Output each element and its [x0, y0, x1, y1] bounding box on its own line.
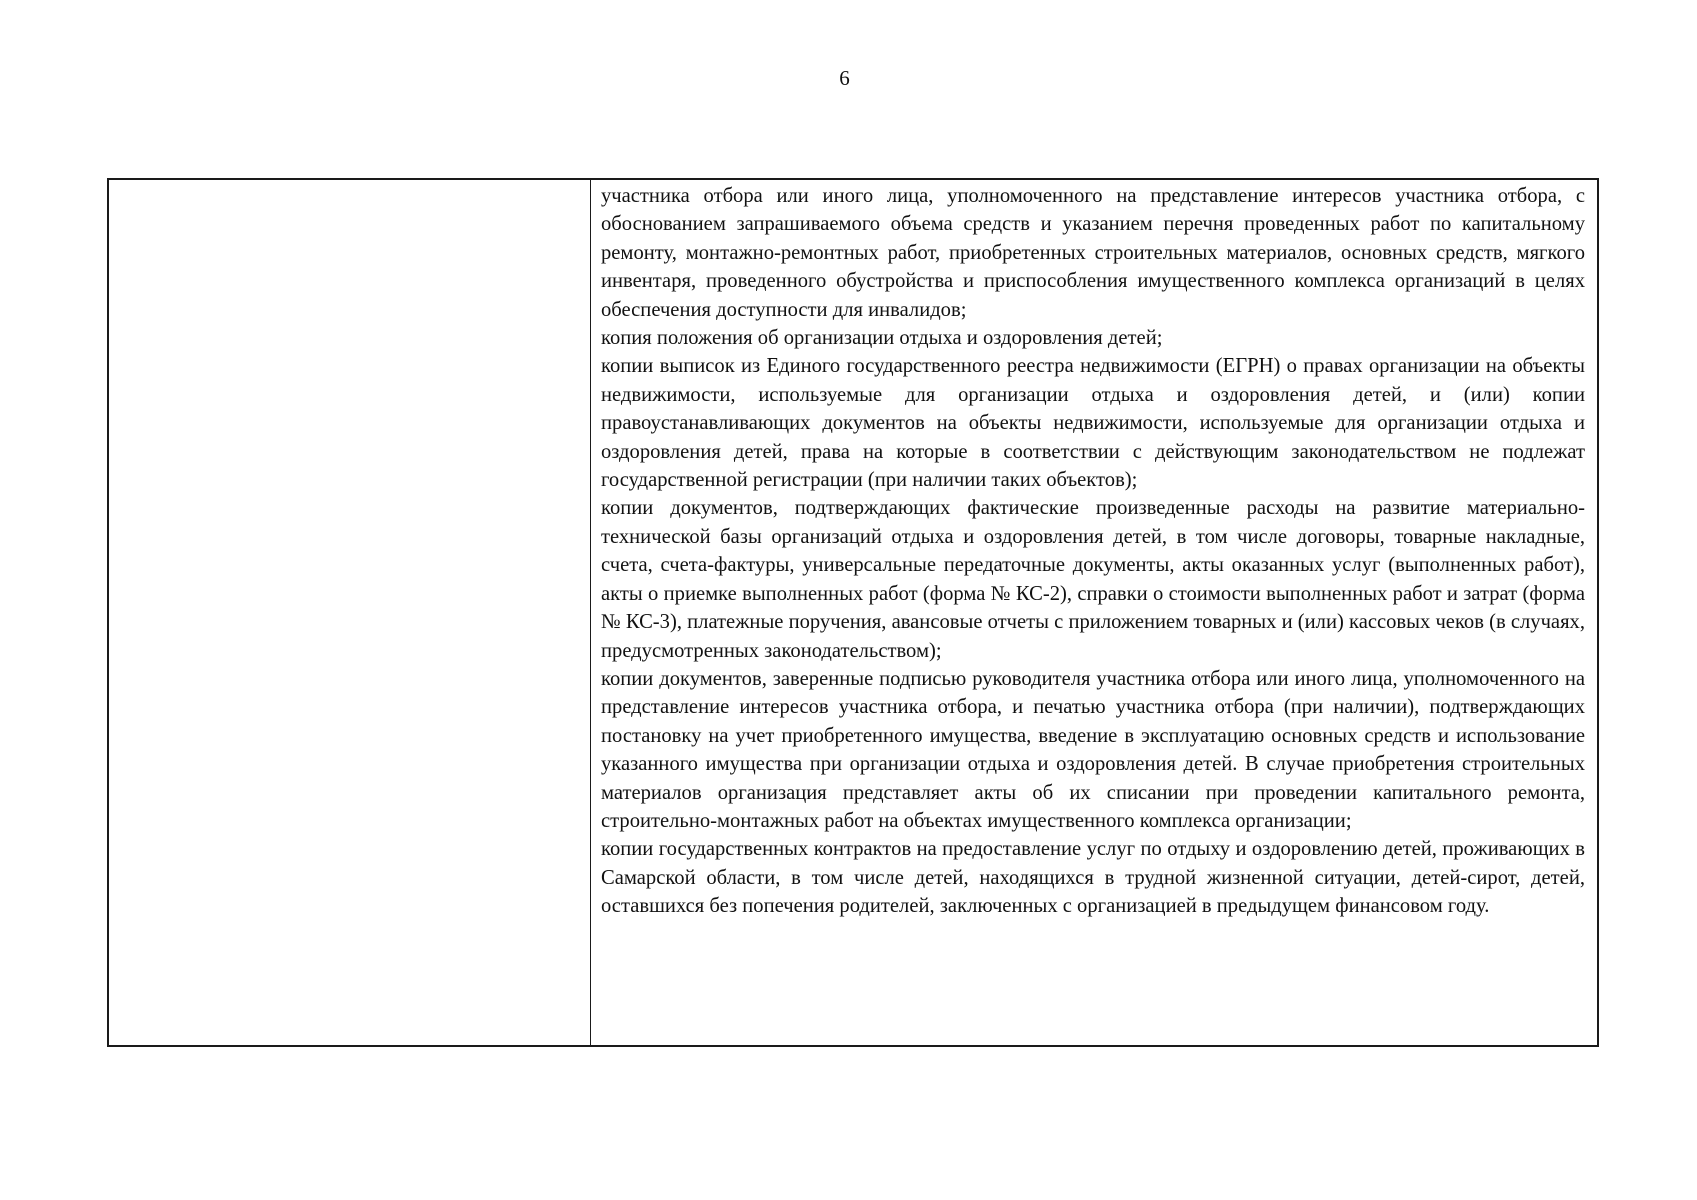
paragraph-egrn-extracts: копии выписок из Единого государственного реестра недвижимости (ЕГРН) о правах организации на объекты недвижимости, используемые для организации отдыха и оздоровления детей, и (или) копии правоустанавливающих документов на объекты недвижимости, используемые для организации отдыха и оздоровления детей, права на которые в соответствии с действующим законодательством не подлежат государственной регистрации (при наличии таких объектов);: [601, 355, 1585, 492]
document-table: [107, 178, 1599, 1047]
paragraph-application-justification: участника отбора или иного лица, уполномоченного на представление интересов участника отбора, с обоснованием запрашиваемого объема средств и указанием перечня проведенных работ по капитальному ремонту, монтажно-ремонтных работ, приобретенных строительных материалов, основных средств, мягкого инвентаря, проведенного обустройства и приспособления имущественного комплекса организаций в целях обеспечения доступности для инвалидов;: [601, 185, 1585, 321]
paragraph-regulation-copy: копия положения об организации отдыха и оздоровления детей;: [601, 327, 1163, 350]
table-cell-left: [109, 180, 591, 1045]
page-number: 6: [839, 66, 850, 90]
paragraph-state-contracts: копии государственных контрактов на предоставление услуг по отдыху и оздоровлению детей, проживающих в Самарской области, в том числе детей, находящихся в трудной жизненной ситуации, детей-сирот, детей, оставшихся без попечения родителей, заключенных с организацией в предыдущем финансовом году.: [601, 838, 1585, 918]
table-cell-right: [591, 180, 1597, 1045]
paragraph-property-registration: копии документов, заверенные подписью руководителя участника отбора или иного лица, уполномоченного на представление интересов участника отбора, и печатью участника отбора (при наличии), подтверждающих постановку на учет приобретенного имущества, введение в эксплуатацию основных средств и использование указанного имущества при организации отдыха и оздоровления детей. В случае приобретения строительных материалов организация представляет акты об их списании при проведении капитального ремонта, строительно-монтажных работ на объектах имущественного комплекса организации;: [601, 667, 1585, 832]
paragraph-expense-documents: копии документов, подтверждающих фактические произведенные расходы на развитие материально-технической базы организаций отдыха и оздоровления детей, в том числе договоры, товарные накладные, счета, счета-фактуры, универсальные передаточные документы, акты оказанных услуг (выполненных работ), акты о приемке выполненных работ (форма № КС-2), справки о стоимости выполненных работ и затрат (форма № КС-3), платежные поручения, авансовые отчеты с приложением товарных и (или) кассовых чеков (в случаях, предусмотренных законодательством);: [601, 497, 1585, 662]
